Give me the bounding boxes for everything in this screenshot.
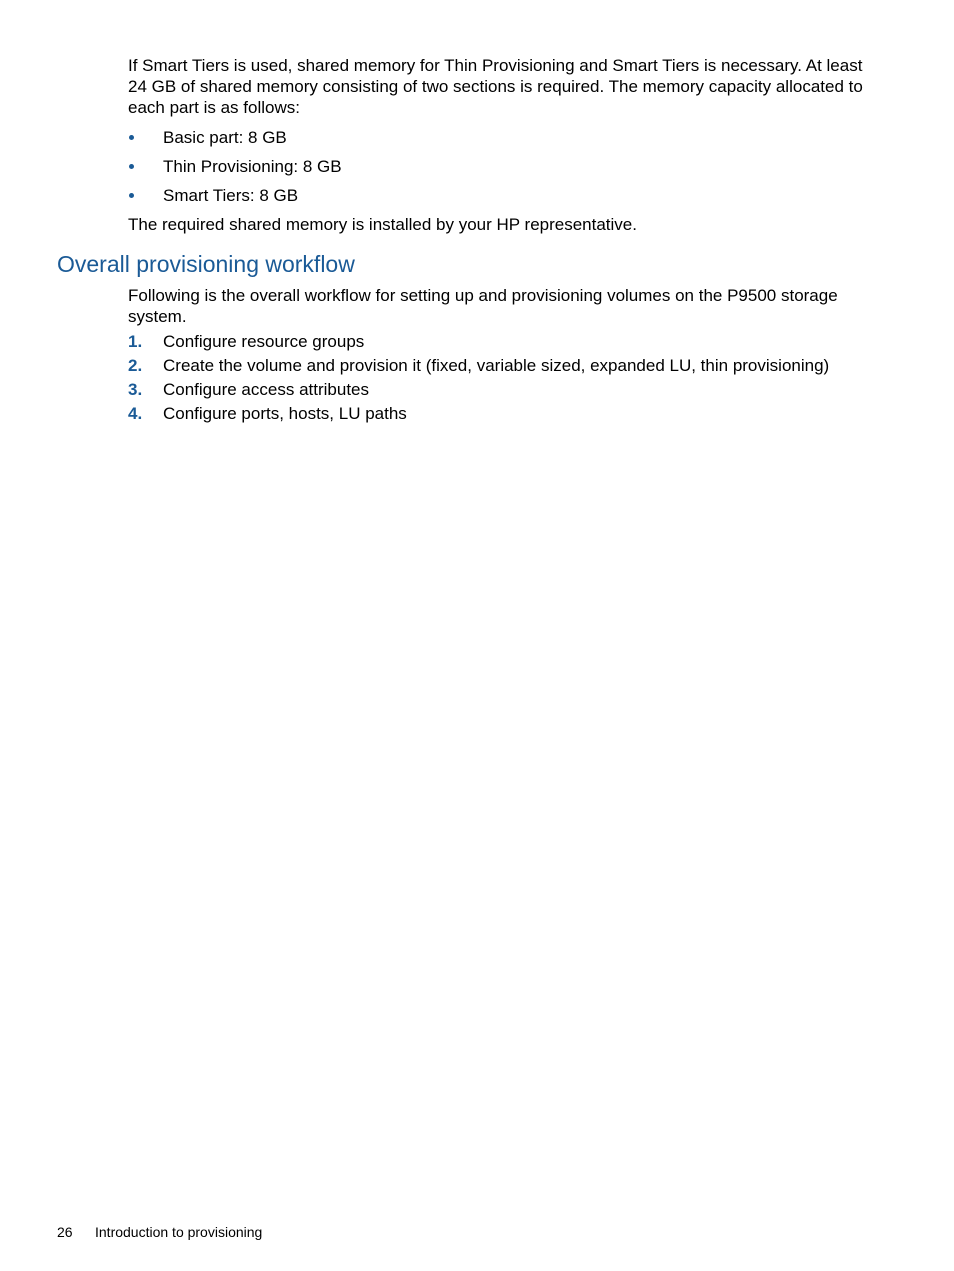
workflow-step <box>128 331 829 355</box>
step-text: Configure resource groups <box>163 332 365 351</box>
list-item <box>128 127 342 156</box>
workflow-step <box>128 403 829 427</box>
page-number: 26 <box>57 1224 73 1240</box>
section-heading: Overall provisioning workflow <box>57 251 355 277</box>
workflow-intro-paragraph: Following is the overall workflow for setting up and provisioning volumes on the P9500 storage system. <box>128 286 838 326</box>
step-number: 1. <box>128 332 143 351</box>
bullet-icon <box>129 164 134 169</box>
intro-paragraph: If Smart Tiers is used, shared memory for Thin Provisioning and Smart Tiers is necessary. At least 24 GB of shared memory consisting of two sections is required. The memory capacity allocated to each part is as follows: <box>128 56 863 117</box>
bullet-icon <box>129 135 134 140</box>
memory-allocation-list <box>128 127 342 214</box>
bullet-icon <box>129 193 134 198</box>
step-number: 4. <box>128 404 143 423</box>
footer-chapter-title: Introduction to provisioning <box>95 1224 263 1240</box>
closing-paragraph: The required shared memory is installed by your HP representative. <box>128 215 637 234</box>
step-number: 3. <box>128 380 143 399</box>
list-item-text: Smart Tiers: 8 GB <box>163 186 299 205</box>
list-item <box>128 156 342 185</box>
step-number: 2. <box>128 356 143 375</box>
workflow-step <box>128 379 829 403</box>
step-text: Create the volume and provision it (fixed, variable sized, expanded LU, thin provisioning) <box>163 356 830 375</box>
list-item <box>128 185 342 214</box>
list-item-text: Basic part: 8 GB <box>163 128 287 147</box>
page-footer <box>57 1223 262 1241</box>
workflow-step <box>128 355 829 379</box>
workflow-steps-list <box>128 331 829 427</box>
list-item-text: Thin Provisioning: 8 GB <box>163 157 342 176</box>
step-text: Configure ports, hosts, LU paths <box>163 404 407 423</box>
step-text: Configure access attributes <box>163 380 369 399</box>
